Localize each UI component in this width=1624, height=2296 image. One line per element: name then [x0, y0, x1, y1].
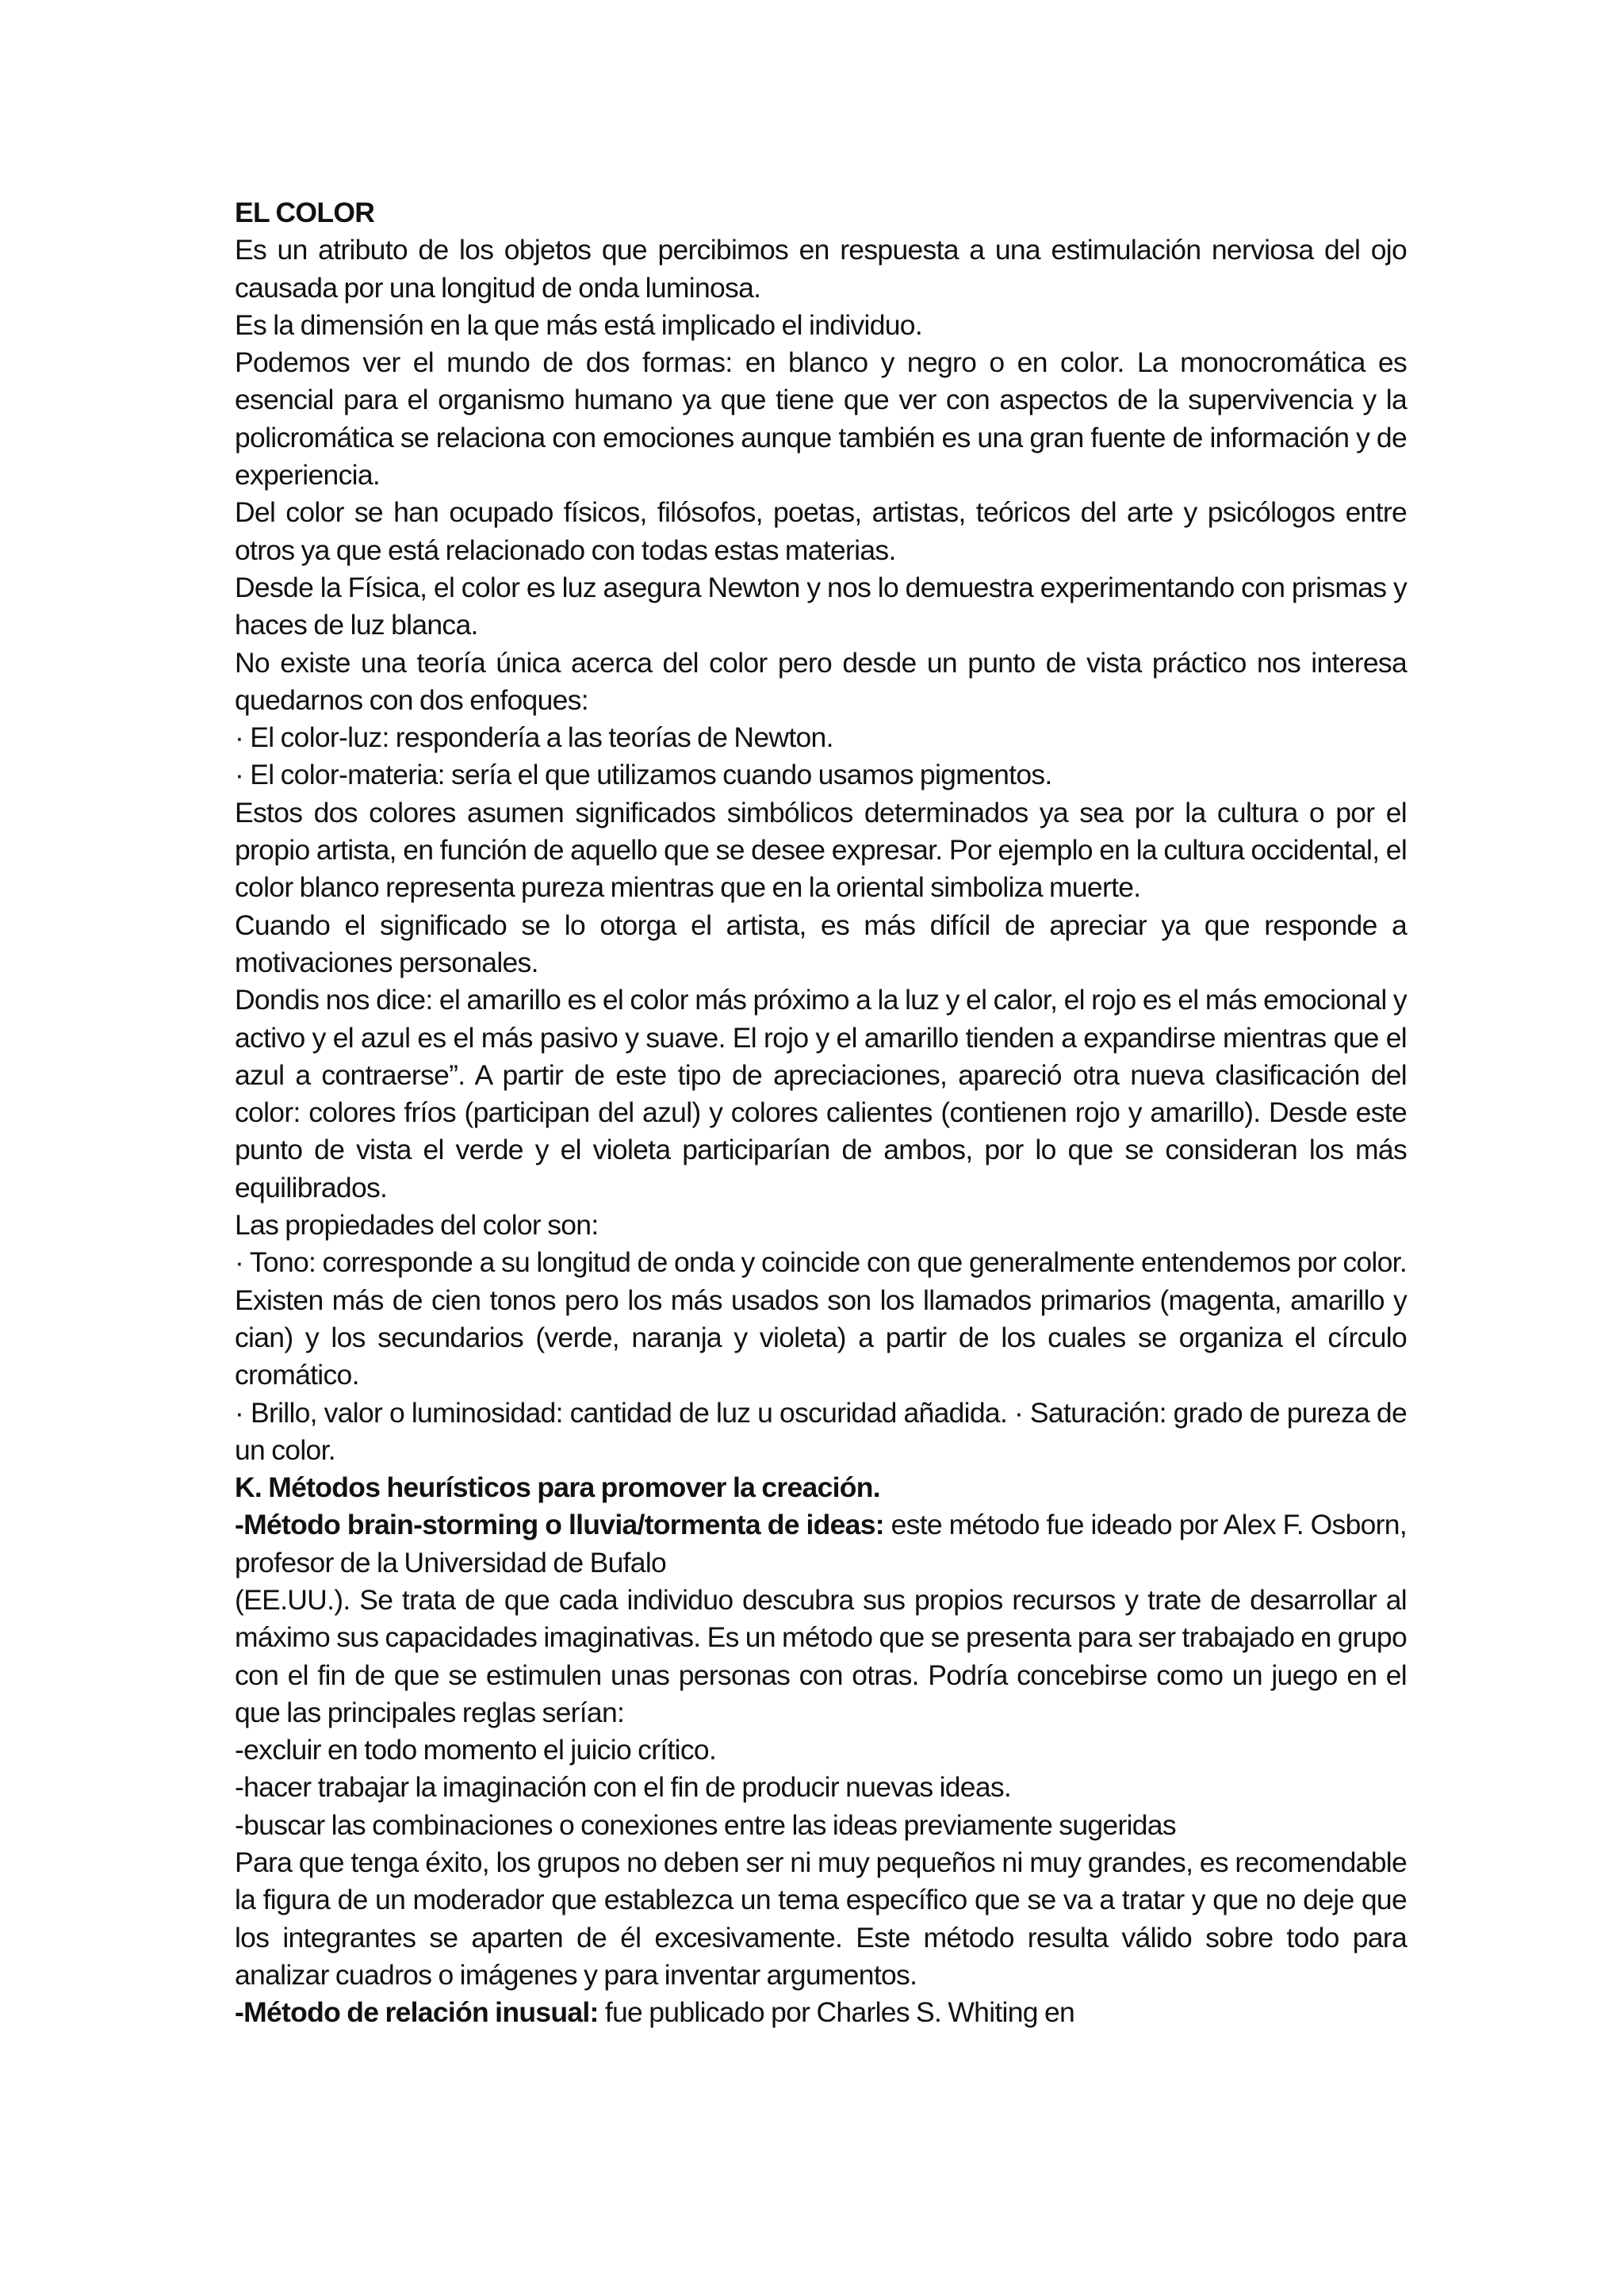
paragraph-brainstorm — [235, 1506, 1407, 1582]
list-item-rule-3: -buscar las combinaciones o conexiones entre las ideas previamente sugeridas — [235, 1808, 1176, 1841]
page-title: EL COLOR — [235, 197, 375, 228]
brainstorm-text: este método fue ideado por Alex F. Osborn, profesor de la Universidad de Bufalo — [235, 1509, 1407, 1578]
paragraph-unusual-relation — [235, 1994, 1407, 2031]
paragraph-artist-meaning: Cuando el significado se lo otorga el artista, es más difícil de apreciar ya que responde a motivaciones personales. — [235, 909, 1407, 978]
paragraph-two-forms: Podemos ver el mundo de dos formas: en blanco y negro o en color. La monocromática es esencial para el organismo humano ya que tiene que ver con aspectos de la supervivencia y la policromática se relaciona con emociones aunque también es una gran fuente de información y de experiencia. — [235, 346, 1407, 492]
list-item-tono: · Tono: corresponde a su longitud de onda y coincide con que generalmente entendemos por color. Existen más de cien tonos pero los más usados son los llamados primarios (magenta, amarillo y cian) y los secundarios (verde, naranja y violeta) a partir de los cuales se organiza el círculo cromático. — [235, 1246, 1407, 1391]
paragraph-properties-intro: Las propiedades del color son: — [235, 1209, 599, 1242]
list-item-color-luz: · El color-luz: respondería a las teorías de Newton. — [235, 721, 833, 754]
list-item-color-materia: · El color-materia: sería el que utilizamos cuando usamos pigmentos. — [235, 759, 1052, 791]
document-page — [235, 194, 1407, 2032]
paragraph-physics: Desde la Física, el color es luz asegura Newton y nos lo demuestra experimentando con prismas y haces de luz blanca. — [235, 571, 1407, 641]
list-item-rule-1: -excluir en todo momento el juicio crítico. — [235, 1734, 717, 1766]
paragraph-symbolic: Estos dos colores asumen significados simbólicos determinados ya sea por la cultura o por el propio artista, en función de aquello que se desee expresar. Por ejemplo en la cultura occidental, el color blanco representa pureza mientras que en la oriental simboliza muerte. — [235, 796, 1407, 904]
list-item-rule-2: -hacer trabajar la imaginación con el fin de producir nuevas ideas. — [235, 1771, 1012, 1804]
paragraph-dimension: Es la dimensión en la que más está implicado el individuo. — [235, 308, 922, 341]
paragraph-dondis: Dondis nos dice: el amarillo es el color más próximo a la luz y el calor, el rojo es el más emocional y activo y el azul es el más pasivo y suave. El rojo y el amarillo tienden a expandirse mientras que el azul a contraerse”. A partir de este tipo de apreciaciones, apareció otra nueva clasificación del color: colores fríos (participan del azul) y colores calientes (contienen rojo y amarillo). Desde este punto de vista el verde y el violeta participarían de ambos, por lo que se consideran los más equilibrados. — [235, 984, 1407, 1203]
paragraph-disciplines: Del color se han ocupado físicos, filósofos, poetas, artistas, teóricos del arte y psicólogos entre otros ya que está relacionado con todas estas materias. — [235, 496, 1407, 566]
paragraph-definition: Es un atributo de los objetos que percibimos en respuesta a una estimulación nerviosa del ojo causada por una longitud de onda luminosa. — [235, 234, 1407, 304]
paragraph-eeuu: (EE.UU.). Se trata de que cada individuo descubra sus propios recursos y trate de desarrollar al máximo sus capacidades imaginativas. Es un método que se presenta para ser trabajado en grupo con el fin de que se estimulen unas personas con otras. Podría concebirse como un juego en el que las principales reglas serían: — [235, 1583, 1407, 1728]
relacion-text: fue publicado por Charles S. Whiting en — [598, 1996, 1075, 2029]
relacion-label: -Método de relación inusual: — [235, 1996, 599, 2029]
section-heading-k: K. Métodos heurísticos para promover la creación. — [235, 1471, 880, 1504]
paragraph-approaches: No existe una teoría única acerca del color pero desde un punto de vista práctico nos interesa quedarnos con dos enfoques: — [235, 646, 1407, 716]
list-item-brillo-saturacion: · Brillo, valor o luminosidad: cantidad de luz u oscuridad añadida. · Saturación: grado de pureza de un color. — [235, 1396, 1407, 1466]
brainstorm-label: -Método brain-storming o lluvia/tormenta de ideas: — [235, 1509, 884, 1541]
paragraph-success: Para que tenga éxito, los grupos no deben ser ni muy pequeños ni muy grandes, es recomendable la figura de un moderador que establezca un tema específico que se va a tratar y que no deje que los integrantes se aparten de él excesivamente. Este método resulta válido sobre todo para analizar cuadros o imágenes y para inventar argumentos. — [235, 1846, 1407, 1991]
